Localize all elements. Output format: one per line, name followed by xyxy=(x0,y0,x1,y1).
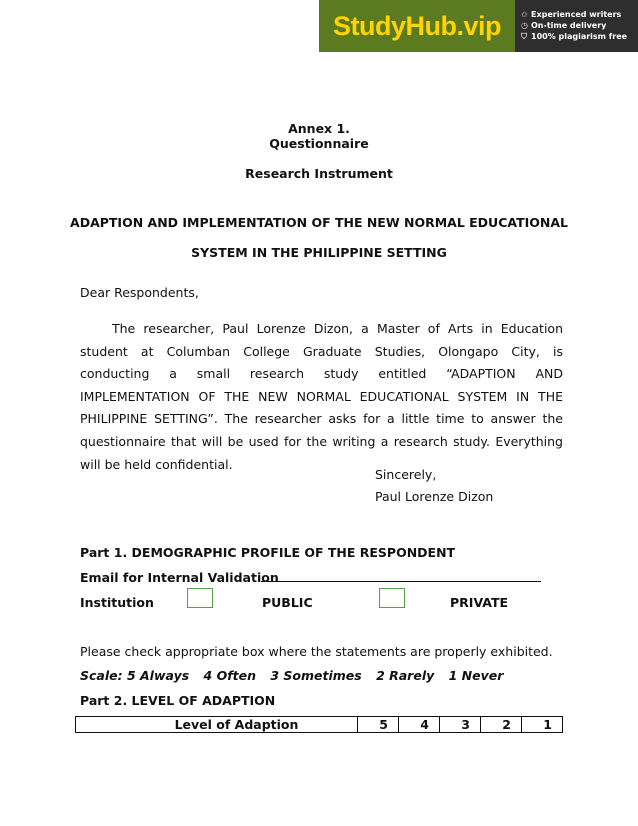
adaption-table xyxy=(75,716,563,733)
part1-heading: Part 1. DEMOGRAPHIC PROFILE OF THE RESPONDENT xyxy=(80,545,456,560)
private-checkbox[interactable] xyxy=(379,588,405,608)
column-header-3: 3 xyxy=(440,717,481,733)
public-option-label: PUBLIC xyxy=(262,595,313,610)
part2-heading: Part 2. LEVEL OF ADAPTION xyxy=(80,693,276,708)
studyhub-logo: StudyHub.vip xyxy=(319,0,515,52)
clock-icon: ◷ xyxy=(521,21,528,30)
banner-feature: ◷ On-time delivery xyxy=(521,21,607,30)
title-line-2: SYSTEM IN THE PHILIPPINE SETTING xyxy=(191,245,447,260)
scale-item: 1 Never xyxy=(448,668,504,683)
scale-item: 4 Often xyxy=(203,668,256,683)
star-icon: ✩ xyxy=(521,10,528,19)
closing: Sincerely, xyxy=(375,467,437,482)
banner-features xyxy=(515,0,638,52)
email-field[interactable] xyxy=(261,581,541,582)
table-header-row xyxy=(76,717,563,733)
banner-feature: ✩ Experienced writers xyxy=(521,10,622,19)
column-header-2: 2 xyxy=(481,717,522,733)
scale-item: Scale: 5 Always xyxy=(80,668,190,683)
column-header-4: 4 xyxy=(399,717,440,733)
public-checkbox[interactable] xyxy=(187,588,213,608)
email-label: Email for Internal Validation xyxy=(80,570,279,585)
instruction-text: Please check appropriate box where the statements are properly exhibited. xyxy=(80,644,553,659)
column-header-5: 5 xyxy=(358,717,399,733)
scale-item: 2 Rarely xyxy=(376,668,435,683)
banner-feature: ⛉ 100% plagiarism free xyxy=(521,32,628,41)
instrument-heading: Research Instrument xyxy=(245,166,393,181)
scale-legend xyxy=(80,668,513,683)
studyhub-banner[interactable] xyxy=(319,0,638,52)
private-option-label: PRIVATE xyxy=(450,595,509,610)
column-header-1: 1 xyxy=(522,717,563,733)
scale-item: 3 Sometimes xyxy=(270,668,362,683)
shield-icon: ⛉ xyxy=(521,32,527,41)
letter-body: The researcher, Paul Lorenze Dizon, a Master of Arts in Education student at Columban College Graduate Studies, Olongapo City, is conducting a small research study entitled “ADAPTION AND IMPLEMENTATION OF THE NEW NORMAL EDUCATIONAL SYSTEM IN THE PHILIPPINE SETTING”. The researcher asks for a little time to answer the questionnaire that will be used for the writing a research study. Everything will be held confidential. xyxy=(80,321,563,472)
table-header-label: Level of Adaption xyxy=(76,717,358,733)
title-line-1: ADAPTION AND IMPLEMENTATION OF THE NEW NORMAL EDUCATIONAL xyxy=(70,215,568,230)
questionnaire-heading: Questionnaire xyxy=(269,136,369,151)
annex-heading: Annex 1. xyxy=(288,121,350,136)
institution-label: Institution xyxy=(80,595,154,610)
signature: Paul Lorenze Dizon xyxy=(375,489,494,504)
salutation: Dear Respondents, xyxy=(80,285,199,300)
